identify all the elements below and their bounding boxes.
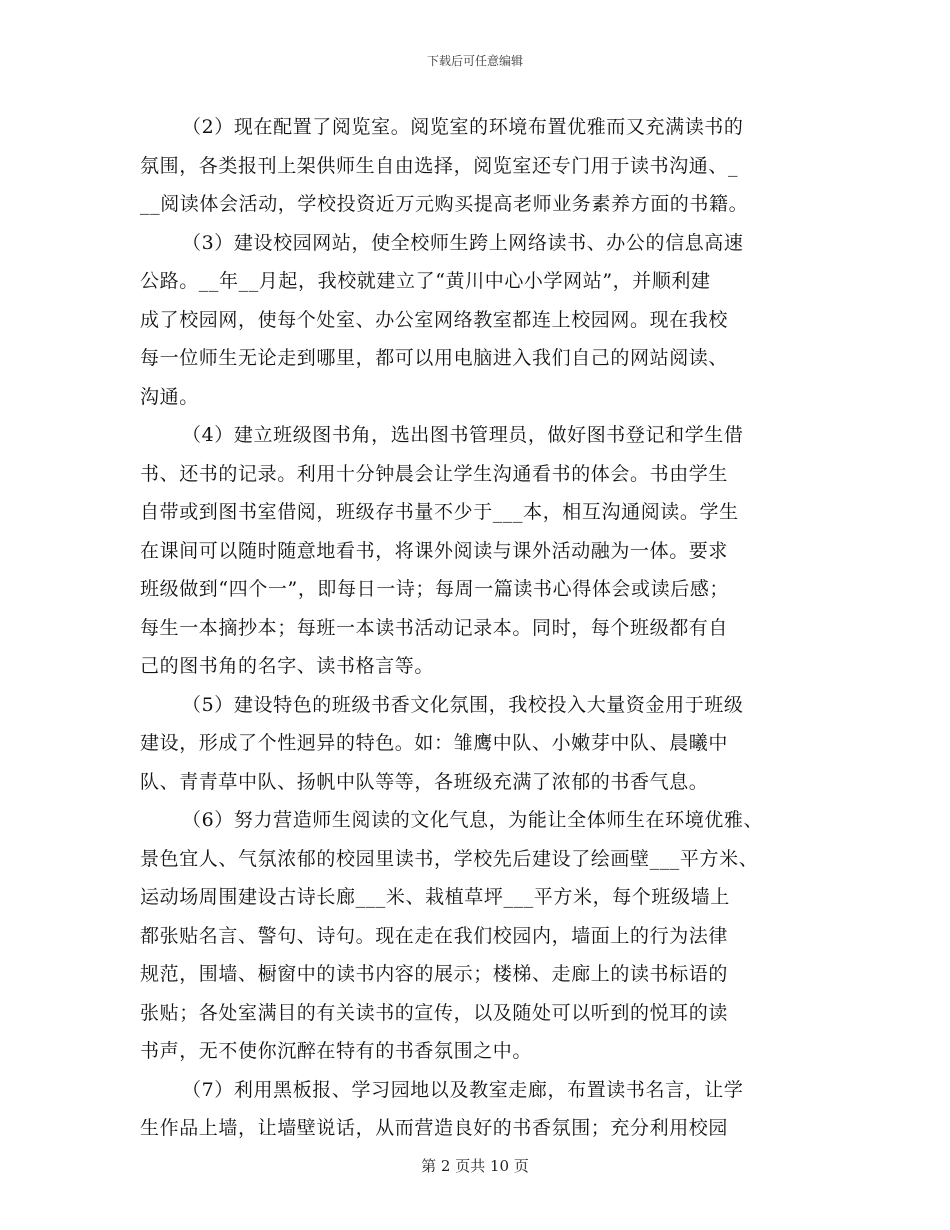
text-line: （6）努力营造师生阅读的文化气息，为能让全体师生在环境优雅、 bbox=[182, 809, 764, 831]
text-line: 书、还书的记录。利用十分钟晨会让学生沟通看书的体会。书由学生 bbox=[140, 462, 729, 485]
text-line: 己的图书角的名字、读书格言等。 bbox=[140, 655, 435, 677]
text-line: 公路。__年__月起，我校就建立了“黄川中心小学网站”，并顺利建 bbox=[140, 270, 711, 292]
text-line: 班级做到“四个一”，即每日一诗；每周一篇读书心得体会或读后感； bbox=[140, 578, 730, 600]
text-line: 生作品上墙，让墙壁说话，从而营造良好的书香氛围；充分利用校园 bbox=[140, 1117, 729, 1139]
text-line: 书声，无不使你沉醉在特有的书香氛围之中。 bbox=[140, 1040, 533, 1062]
text-line: 运动场周围建设古诗长廊___米、栽植草坪___平方米，每个班级墙上 bbox=[140, 886, 730, 908]
text-line: （4）建立班级图书角，选出图书管理员，做好图书登记和学生借 bbox=[182, 424, 744, 446]
text-line: （5）建设特色的班级书香文化氛围，我校投入大量资金用于班级 bbox=[182, 693, 744, 716]
text-line: （3）建设校园网站，使全校师生跨上网络读书、办公的信息高速 bbox=[182, 231, 744, 254]
text-line: 氛围，各类报刊上架供师生自由选择，阅览室还专门用于读书沟通、_ bbox=[140, 154, 739, 177]
text-line: 在课间可以随时随意地看书，将课外阅读与课外活动融为一体。要求 bbox=[140, 539, 729, 562]
text-line: 自带或到图书室借阅，班级存书量不少于___本，相互沟通阅读。学生 bbox=[140, 501, 739, 523]
text-line: 都张贴名言、警句、诗句。现在走在我们校园内，墙面上的行为法律 bbox=[140, 924, 729, 947]
text-line: 建设，形成了个性迥异的特色。如：雏鹰中队、小嫩芽中队、晨曦中 bbox=[140, 732, 729, 754]
text-line: 每生一本摘抄本；每班一本读书活动记录本。同时，每个班级都有自 bbox=[140, 616, 729, 639]
page-footer: 第 2 页共 10 页 bbox=[421, 1157, 529, 1175]
text-line: __阅读体会活动，学校投资近万元购买提高老师业务素养方面的书籍。 bbox=[140, 193, 749, 215]
text-line: 规范，围墙、橱窗中的读书内容的展示；楼梯、走廊上的读书标语的 bbox=[140, 963, 729, 985]
page-header: 下载后可任意编辑 bbox=[426, 54, 523, 68]
text-line: 每一位师生无论走到哪里，都可以用电脑进入我们自己的网站阅读、 bbox=[140, 347, 729, 369]
text-line: 沟通。 bbox=[140, 385, 199, 408]
text-line: （2）现在配置了阅览室。阅览室的环境布置优雅而又充满读书的 bbox=[182, 116, 744, 138]
text-line: 张贴；各处室满目的有关读书的宣传，以及随处可以听到的悦耳的读 bbox=[140, 1001, 729, 1024]
text-line: 队、青青草中队、扬帆中队等等，各班级充满了浓郁的书香气息。 bbox=[140, 770, 709, 793]
text-line: 景色宜人、气氛浓郁的校园里读书，学校先后建设了绘画壁___平方米、 bbox=[140, 847, 759, 870]
text-line: （7）利用黑板报、学习园地以及教室走廊，布置读书名言，让学 bbox=[182, 1078, 744, 1101]
text-line: 成了校园网，使每个处室、办公室网络教室都连上校园网。现在我校 bbox=[140, 308, 729, 331]
document-body bbox=[140, 108, 820, 1148]
